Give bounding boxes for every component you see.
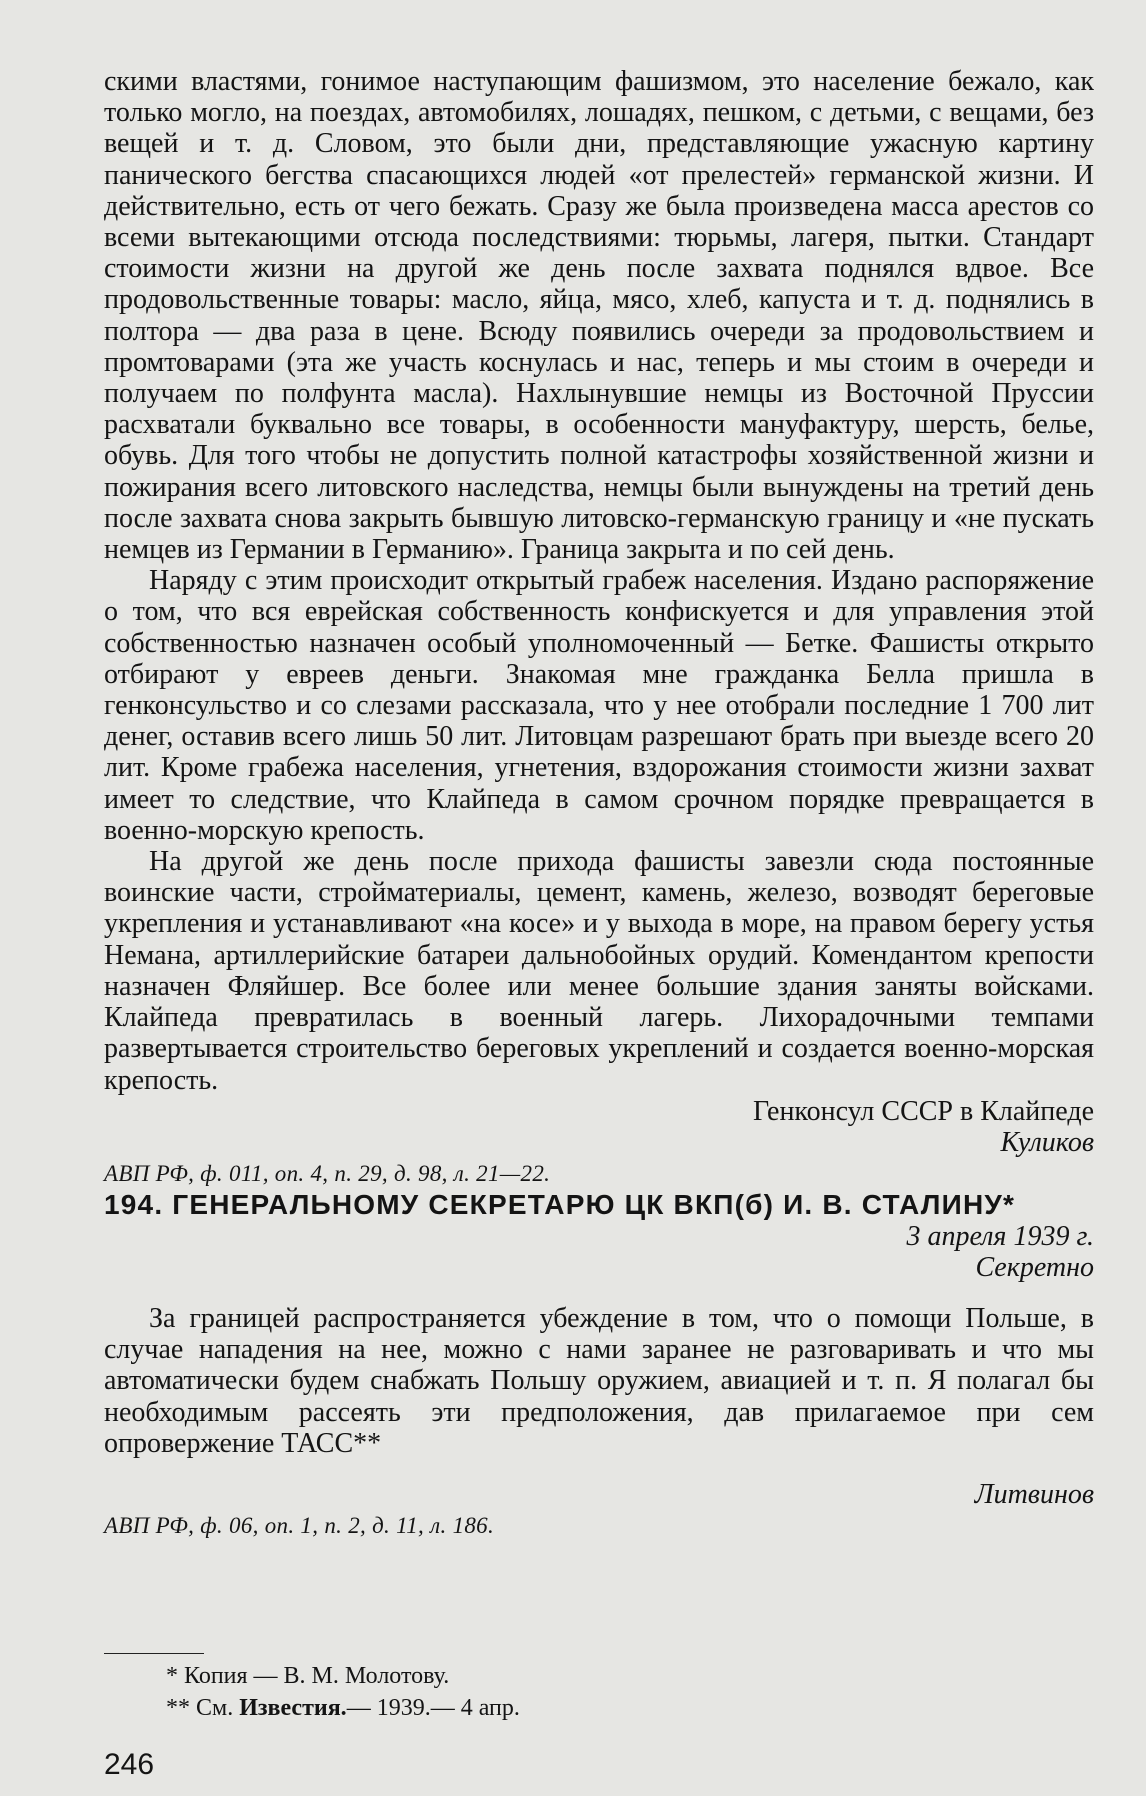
page-number: 246	[104, 1748, 155, 1781]
footnote-2-source: Известия.	[239, 1695, 347, 1721]
main-text	[104, 66, 1094, 1541]
paragraph-3: На другой же день после прихода фашисты завезли сюда постоянные воинские части, стройматериалы, цемент, камень, железо, возводят береговые укрепления и устанавливают «на косе» и у выхода в море, на правом берегу устья Немана, артиллерийские батареи дальнобойных орудий. Комендантом крепости назначен Фляйшер. Все более или менее большие здания заняты войсками. Клайпеда превратилась в военный лагерь. Лихорадочными темпами развертывается строительство береговых укреплений и создается военно-морская крепость.	[104, 846, 1094, 1096]
continued-paragraph: скими властями, гонимое наступающим фашизмом, это население бежало, как только могло, на поездах, автомобилях, лошадях, пешком, с детьми, с вещами, без вещей и т. д. Словом, это были дни, представляющие ужасную картину панического бегства спасающихся людей «от прелестей» германской жизни. И действительно, есть от чего бежать. Сразу же была произведена масса арестов со всеми вытекающими отсюда последствиями: тюрьмы, лагеря, пытки. Стандарт стоимости жизни на другой же день после захвата поднялся вдвое. Все продовольственные товары: масло, яйца, мясо, хлеб, капуста и т. д. поднялись в полтора — два раза в цене. Всюду появились очереди за продовольствием и промтоварами (эта же участь коснулась и нас, теперь и мы стоим в очереди и получаем по полфунта масла). Нахлынувшие немцы из Восточной Пруссии расхватали буквально все товары, в особенности мануфактуру, шерсть, белье, обувь. Для того чтобы не допустить полной катастрофы хозяйственной жизни и пожирания всего литовского наследства, немцы были вынуждены на третий день после захвата снова закрыть бывшую литовско-германскую границу и «не пускать немцев из Германии в Германию». Граница закрыта и по сей день.	[104, 66, 1094, 566]
document-classification: Секретно	[975, 1251, 1094, 1283]
document-body: За границей распространяется убеждение в том, что о помощи Польше, в случае нападения на нее, можно с нами заранее не разговаривать и что мы автоматически будем снабжать Польшу оружием, авиацией и т. п. Я полагал бы необходимым рассеять эти предположения, дав прилагаемое при сем опровержение ТАСС**	[104, 1302, 1094, 1459]
footnote-divider	[104, 1653, 204, 1654]
document-heading: 194. ГЕНЕРАЛЬНОМУ СЕКРЕТАРЮ ЦК ВКП(б) И. В. СТАЛИНУ*	[104, 1189, 1016, 1221]
footnote-2-prefix: ** См.	[166, 1695, 240, 1721]
signature-name: Куликов	[1000, 1126, 1094, 1158]
footnote-1: * Копия — В. М. Молотову.	[166, 1663, 450, 1689]
archive-reference-1: АВП РФ, ф. 011, оп. 4, п. 29, д. 98, л. 21—22.	[104, 1161, 551, 1187]
archive-reference-2: АВП РФ, ф. 06, оп. 1, п. 2, д. 11, л. 186.	[104, 1513, 495, 1539]
spacer	[104, 1283, 1094, 1303]
footnote-2-suffix: — 1939.— 4 апр.	[346, 1695, 520, 1721]
signature-title: Генконсул СССР в Клайпеде	[752, 1095, 1094, 1127]
paragraph-2: Наряду с этим происходит открытый грабеж населения. Издано распоряжение о том, что вся еврейская собственность конфискуется и для управления этой собственностью назначен особый уполномоченный — Бетке. Фашисты открыто отбирают у евреев деньги. Знакомая мне гражданка Белла пришла в генконсульство и со слезами рассказала, что у нее отобрали последние 1 700 лит денег, оставив всего лишь 50 лит. Литовцам разрешают брать при выезде всего 20 лит. Кроме грабежа населения, угнетения, вздорожания стоимости жизни захват имеет то следствие, что Клайпеда в самом срочном порядке превращается в военно-морскую крепость.	[104, 565, 1094, 846]
document-date: 3 апреля 1939 г.	[906, 1220, 1094, 1252]
footnote-2	[166, 1692, 520, 1724]
document-signature: Литвинов	[974, 1478, 1094, 1510]
footnotes	[166, 1660, 520, 1724]
spacer	[104, 1459, 1094, 1479]
